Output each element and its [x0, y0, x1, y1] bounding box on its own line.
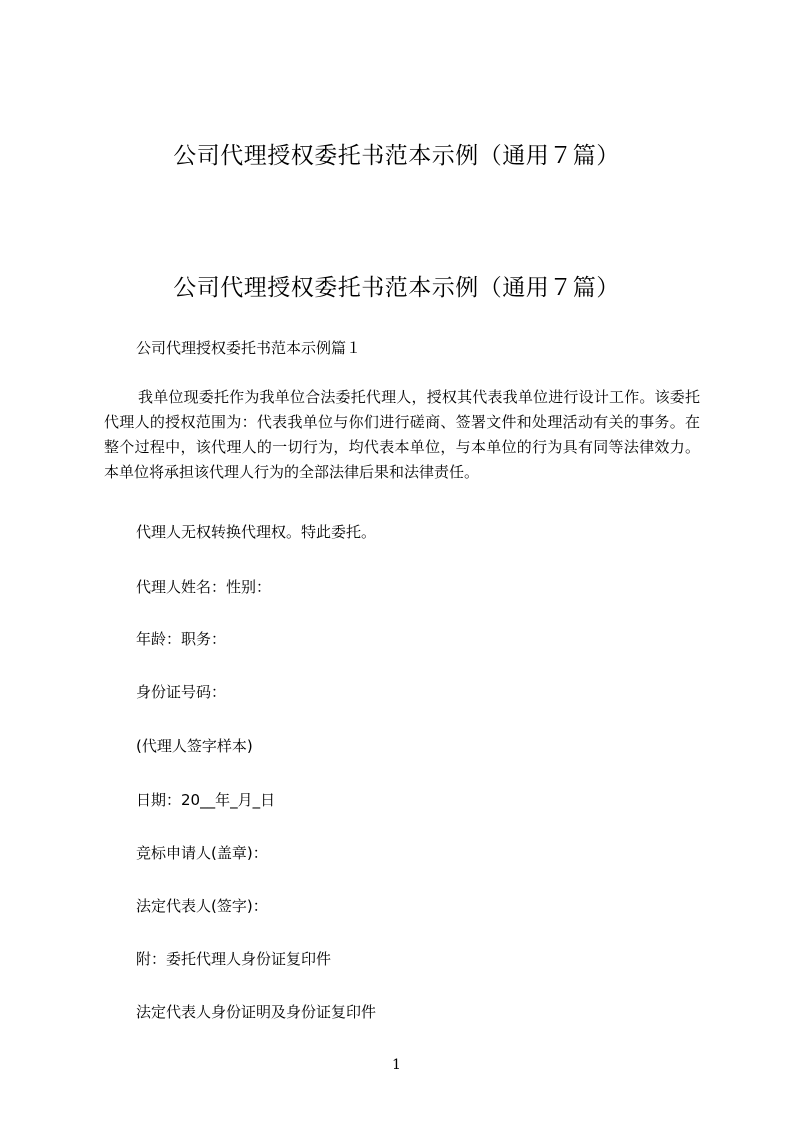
- legal-rep-signature-field: 法定代表人(签字)：: [136, 897, 268, 915]
- id-number-field: 身份证号码：: [136, 683, 227, 701]
- no-transfer-statement: 代理人无权转换代理权。特此委托。: [136, 523, 377, 541]
- signature-sample-label: (代理人签字样本): [136, 737, 253, 755]
- attachment-agent-id-copy: 附：委托代理人身份证复印件: [136, 950, 332, 968]
- main-title: 公司代理授权委托书范本示例（通用７篇）: [173, 275, 620, 301]
- date-field: 日期：20__年_月_日: [136, 791, 276, 809]
- page-number: 1: [392, 1057, 401, 1073]
- attachment-legal-rep-id-copy: 法定代表人身份证明及身份证复印件: [136, 1003, 377, 1021]
- bidder-seal-field: 竞标申请人(盖章)：: [136, 844, 268, 862]
- agent-name-gender-field: 代理人姓名：性别：: [136, 578, 272, 596]
- cover-title: 公司代理授权委托书范本示例（通用７篇）: [173, 143, 620, 169]
- age-position-field: 年龄：职务：: [136, 630, 227, 648]
- body-paragraph: 我单位现委托作为我单位合法委托代理人，授权其代表我单位进行设计工作。该委托代理人的授权范围为：代表我单位与你们进行磋商、签署文件和处理活动有关的事务。在整个过程中，该代理人的一切行为，均代表本单位，与本单位的行为具有同等法律效力。本单位将承担该代理人行为的全部法律后果和法律责任。: [104, 388, 700, 481]
- section-heading: 公司代理授权委托书范本示例篇１: [136, 339, 362, 357]
